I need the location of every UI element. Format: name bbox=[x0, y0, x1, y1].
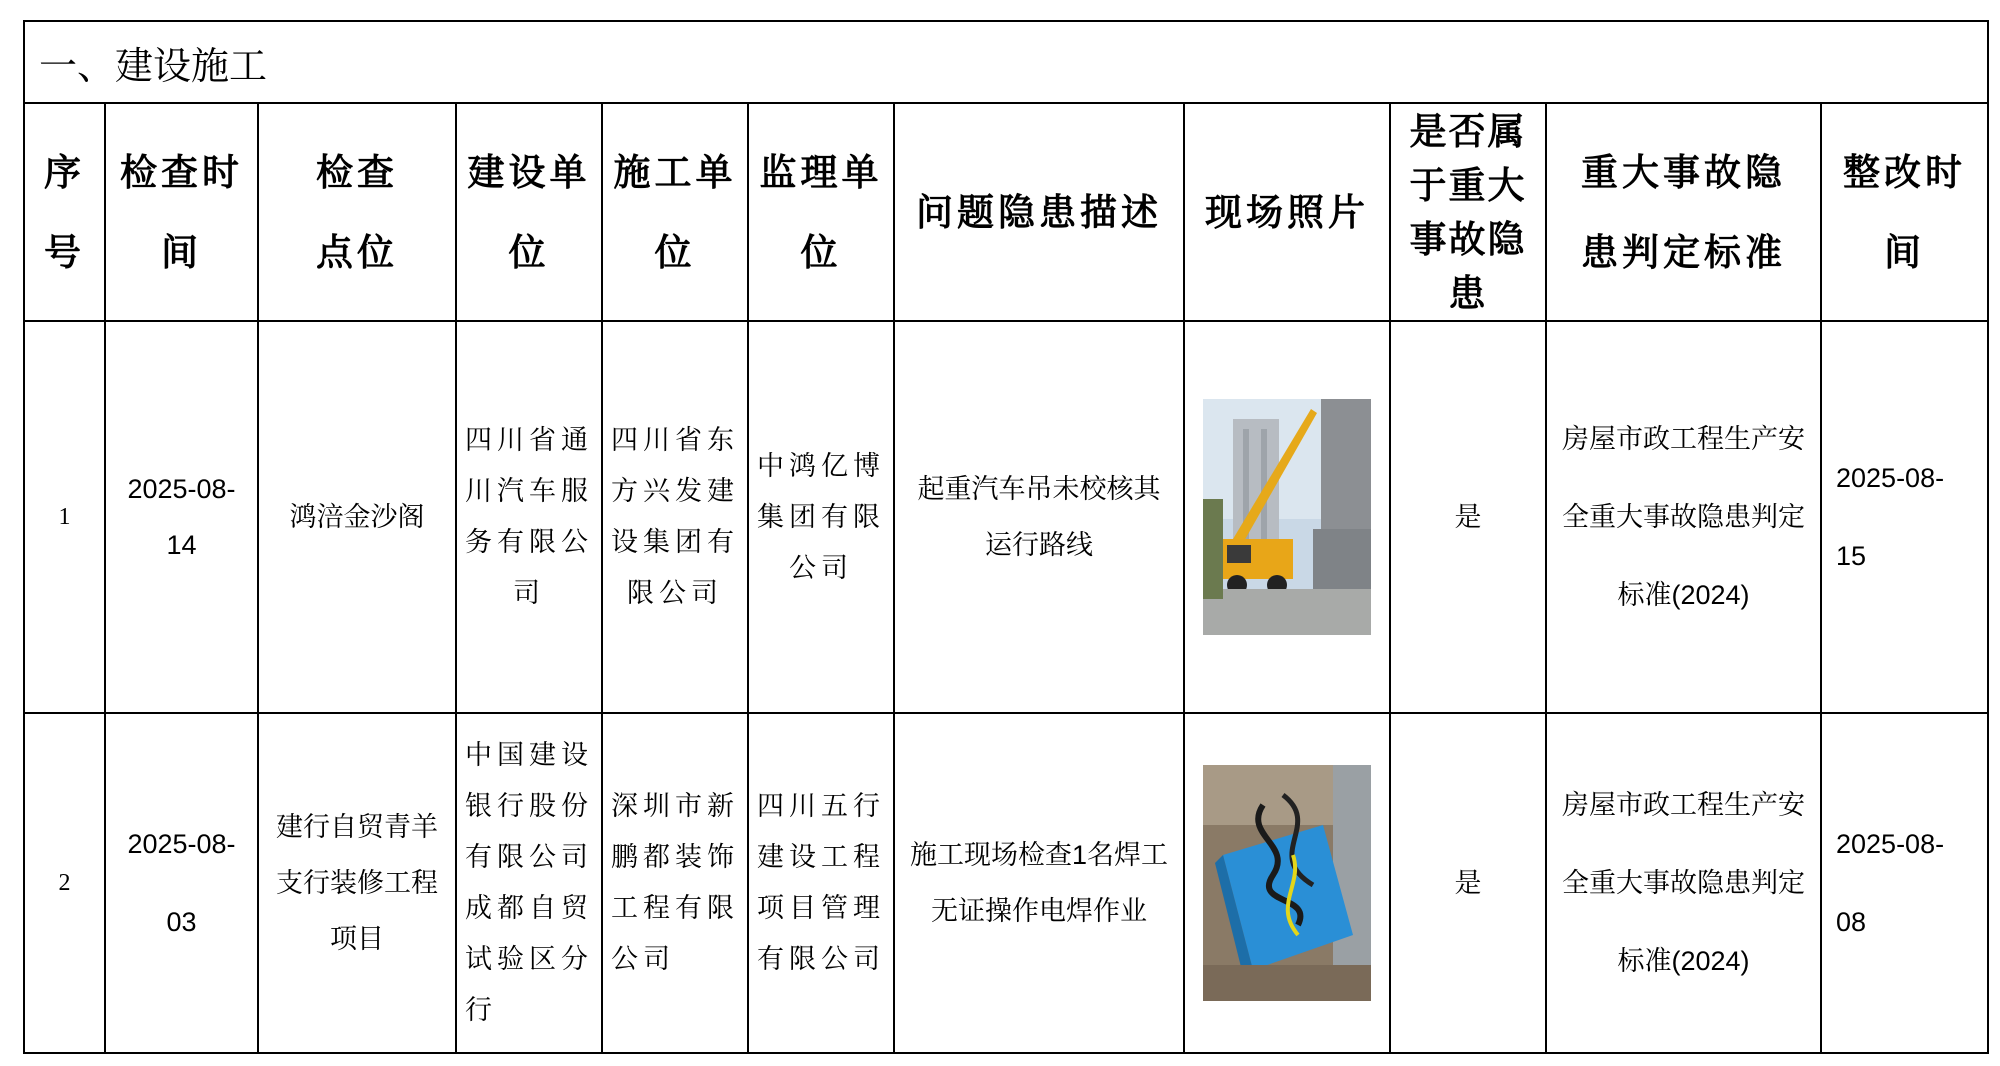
row-description: 起重汽车吊未校核其运行路线 bbox=[894, 321, 1184, 713]
row-seq: 1 bbox=[24, 321, 105, 713]
table-row bbox=[24, 321, 1988, 713]
header-seq: 序号 bbox=[24, 103, 105, 321]
row-check-point: 建行自贸青羊支行装修工程项目 bbox=[258, 713, 456, 1053]
header-is-major: 是否属于重大事故隐患 bbox=[1390, 103, 1546, 321]
header-builder: 建设单位 bbox=[456, 103, 602, 321]
header-rectify-time: 整改时间 bbox=[1821, 103, 1988, 321]
inspection-table bbox=[23, 20, 1989, 1054]
row-standard: 房屋市政工程生产安全重大事故隐患判定标准(2024) bbox=[1546, 321, 1821, 713]
row-rectify-time: 2025-08-08 bbox=[1821, 713, 1988, 1053]
table-row bbox=[24, 713, 1988, 1053]
header-check-time: 检查时间 bbox=[105, 103, 258, 321]
header-photo: 现场照片 bbox=[1184, 103, 1390, 321]
row-photo bbox=[1184, 321, 1390, 713]
header-row bbox=[24, 103, 1988, 321]
section-title: 一、建设施工 bbox=[24, 21, 1988, 103]
row-contractor: 四川省东方兴发建设集团有限公司 bbox=[602, 321, 748, 713]
row-supervisor: 四川五行建设工程项目管理有限公司 bbox=[748, 713, 894, 1053]
row-check-time: 2025-08-03 bbox=[105, 713, 258, 1053]
row-builder: 四川省通川汽车服务有限公司 bbox=[456, 321, 602, 713]
header-contractor: 施工单位 bbox=[602, 103, 748, 321]
header-description: 问题隐患描述 bbox=[894, 103, 1184, 321]
row-description: 施工现场检查1名焊工无证操作电焊作业 bbox=[894, 713, 1184, 1053]
row-seq: 2 bbox=[24, 713, 105, 1053]
row-contractor: 深圳市新鹏都装饰工程有限公司 bbox=[602, 713, 748, 1053]
header-check-point: 检查点位 bbox=[258, 103, 456, 321]
header-standard: 重大事故隐患判定标准 bbox=[1546, 103, 1821, 321]
row-standard: 房屋市政工程生产安全重大事故隐患判定标准(2024) bbox=[1546, 713, 1821, 1053]
crane-photo-icon bbox=[1203, 399, 1371, 635]
row-check-point: 鸿涪金沙阁 bbox=[258, 321, 456, 713]
welding-machine-photo-icon bbox=[1203, 765, 1371, 1001]
row-builder: 中国建设银行股份有限公司成都自贸试验区分行 bbox=[456, 713, 602, 1053]
row-is-major: 是 bbox=[1390, 321, 1546, 713]
row-supervisor: 中鸿亿博集团有限公司 bbox=[748, 321, 894, 713]
header-supervisor: 监理单位 bbox=[748, 103, 894, 321]
row-is-major: 是 bbox=[1390, 713, 1546, 1053]
row-photo bbox=[1184, 713, 1390, 1053]
row-rectify-time: 2025-08-15 bbox=[1821, 321, 1988, 713]
row-check-time: 2025-08-14 bbox=[105, 321, 258, 713]
